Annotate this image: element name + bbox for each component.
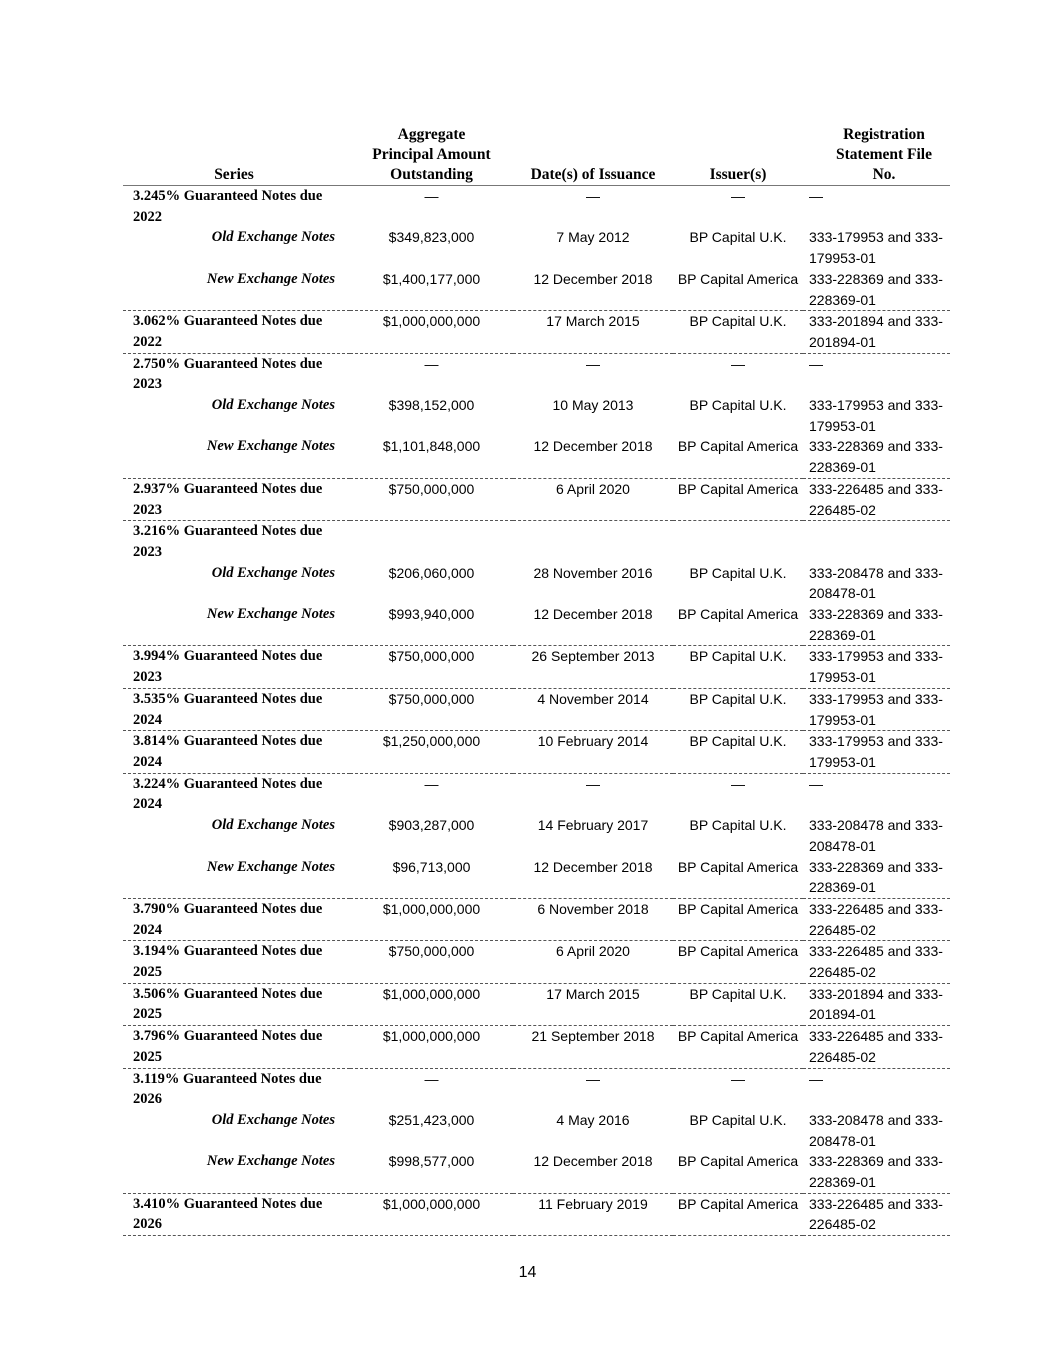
issuer-name: — [731, 188, 745, 204]
issuer-name: BP Capital U.K. [673, 311, 803, 353]
table-row [123, 604, 950, 646]
sub-series-label: New Exchange Notes [123, 269, 350, 311]
table-row [123, 1193, 950, 1235]
principal-amount: $1,250,000,000 [350, 731, 513, 773]
series-name: 3.119% Guaranteed Notes due 2026 [133, 1070, 322, 1108]
registration-file-no: 333-228369 and 333-228369-01 [803, 604, 950, 646]
registration-file-no: 333-179953 and 333-179953-01 [803, 688, 950, 730]
principal-amount: $750,000,000 [350, 646, 513, 688]
registration-file-no [803, 521, 950, 563]
principal-amount: $1,000,000,000 [350, 311, 513, 353]
header-amount: Aggregate Principal Amount Outstanding [350, 125, 513, 186]
issuance-date: 17 March 2015 [513, 311, 673, 353]
principal-amount: $998,577,000 [350, 1151, 513, 1193]
series-name: 3.224% Guaranteed Notes due 2024 [133, 775, 323, 813]
issuer-name: BP Capital U.K. [673, 731, 803, 773]
principal-amount: $206,060,000 [388, 564, 475, 581]
sub-series-label: New Exchange Notes [123, 436, 350, 478]
series-name: 3.245% Guaranteed Notes due 2022 [133, 188, 323, 225]
sub-series-label: Old Exchange Notes [211, 564, 335, 581]
issuance-date: 6 April 2020 [513, 941, 673, 983]
sub-series-label: Old Exchange Notes [211, 397, 335, 414]
registration-file-no: 333-201894 and 333-201894-01 [803, 983, 950, 1025]
registration-file-no: 333-226485 and 333-226485-02 [803, 1193, 950, 1235]
issuance-date: — [586, 188, 600, 204]
sub-series-label: Old Exchange Notes [211, 229, 335, 246]
table-row [123, 731, 950, 773]
principal-amount: $96,713,000 [350, 857, 513, 899]
issuer-name: BP Capital U.K. [689, 397, 787, 414]
registration-file-no: — [809, 188, 823, 204]
registration-file-no: 333-226485 and 333-226485-02 [803, 941, 950, 983]
principal-amount: $1,000,000,000 [350, 983, 513, 1025]
table-row [123, 983, 950, 1025]
principal-amount: $993,940,000 [350, 604, 513, 646]
issuer-name: — [731, 355, 745, 372]
table-row [123, 773, 950, 815]
registration-file-no: 333-179953 and 333-179953-01 [803, 646, 950, 688]
issuance-date: 14 February 2017 [537, 817, 649, 834]
registration-file-no: 333-201894 and 333-201894-01 [803, 311, 950, 353]
registration-file-no: 333-179953 and 333-179953-01 [809, 397, 943, 434]
table-row [123, 436, 950, 478]
registration-file-no: 333-226485 and 333-226485-02 [803, 898, 950, 940]
principal-amount: $398,152,000 [388, 397, 475, 414]
issuer-name: BP Capital U.K. [689, 817, 787, 834]
series-name: 3.410% Guaranteed Notes due 2026 [123, 1193, 350, 1235]
series-name: 3.535% Guaranteed Notes due 2024 [123, 688, 350, 730]
issuance-date: 6 April 2020 [513, 478, 673, 520]
issuer-name: BP Capital America [673, 857, 803, 899]
principal-amount: $750,000,000 [350, 688, 513, 730]
principal-amount: — [424, 355, 439, 372]
table-row [123, 311, 950, 353]
table-row [123, 395, 950, 436]
table-header-row [123, 125, 950, 186]
registration-file-no: 333-179953 and 333-179953-01 [803, 731, 950, 773]
registration-file-no: 333-208478 and 333-208478-01 [809, 1111, 943, 1149]
issuance-date: 4 May 2016 [556, 1111, 630, 1128]
registration-file-no: 333-208478 and 333-208478-01 [809, 564, 943, 602]
table-row [123, 353, 950, 395]
sub-series-label: New Exchange Notes [123, 1151, 350, 1193]
registration-file-no: 333-228369 and 333-228369-01 [803, 1151, 950, 1193]
header-series: Series [123, 125, 350, 186]
sub-series-label: Old Exchange Notes [211, 1111, 335, 1128]
header-issuer: Issuer(s) [673, 125, 803, 186]
issuer-name: BP Capital America [673, 604, 803, 646]
principal-amount: $750,000,000 [350, 478, 513, 520]
series-name: 2.937% Guaranteed Notes due 2023 [123, 478, 350, 520]
table-row [123, 1068, 950, 1110]
table-row [123, 521, 950, 563]
issuance-date: 26 September 2013 [513, 646, 673, 688]
issuance-date: — [586, 1070, 600, 1087]
issuer-name: — [731, 1070, 745, 1087]
table-row [123, 815, 950, 856]
registration-file-no: 333-228369 and 333-228369-01 [803, 269, 950, 311]
issuance-date: 12 December 2018 [513, 604, 673, 646]
registration-file-no: 333-228369 and 333-228369-01 [803, 436, 950, 478]
principal-amount: — [424, 188, 439, 204]
principal-amount: $1,101,848,000 [350, 436, 513, 478]
issuance-date: 6 November 2018 [513, 898, 673, 940]
series-name: 3.062% Guaranteed Notes due 2022 [123, 311, 350, 353]
issuance-date: — [586, 775, 600, 792]
issuance-date: 28 November 2016 [533, 564, 653, 581]
series-name: 3.216% Guaranteed Notes due 2023 [133, 523, 323, 560]
table-body [123, 186, 950, 1236]
series-name: 3.194% Guaranteed Notes due 2025 [123, 941, 350, 983]
issuer-name: BP Capital U.K. [689, 564, 787, 581]
principal-amount: $1,000,000,000 [350, 1026, 513, 1068]
series-name: 3.796% Guaranteed Notes due 2025 [123, 1026, 350, 1068]
principal-amount: $1,000,000,000 [350, 1193, 513, 1235]
issuance-date: 12 December 2018 [513, 1151, 673, 1193]
issuer-name: BP Capital America [673, 269, 803, 311]
issuance-date: 12 December 2018 [513, 436, 673, 478]
issuer-name: BP Capital America [673, 1193, 803, 1235]
issuer-name: BP Capital U.K. [689, 229, 787, 246]
issuance-date: — [586, 355, 600, 372]
issuer-name: BP Capital U.K. [689, 1111, 787, 1128]
table-row [123, 646, 950, 688]
issuance-date: 4 November 2014 [513, 688, 673, 730]
issuer-name: BP Capital America [673, 1151, 803, 1193]
sub-series-label: New Exchange Notes [123, 604, 350, 646]
header-registration: Registration Statement File No. [803, 125, 950, 186]
registration-file-no: 333-179953 and 333-179953-01 [809, 229, 943, 267]
registration-file-no: — [809, 775, 823, 792]
table-row [123, 269, 950, 311]
series-name: 3.506% Guaranteed Notes due 2025 [123, 983, 350, 1025]
issuance-date [513, 521, 673, 563]
registration-file-no: 333-208478 and 333-208478-01 [809, 817, 943, 854]
principal-amount: — [424, 775, 439, 792]
registration-file-no: — [809, 355, 823, 372]
sub-series-label: Old Exchange Notes [211, 817, 335, 834]
table-row [123, 1026, 950, 1068]
table-row [123, 857, 950, 899]
series-name: 3.814% Guaranteed Notes due 2024 [123, 731, 350, 773]
issuance-date: 12 December 2018 [513, 857, 673, 899]
issuance-date: 10 May 2013 [552, 397, 634, 414]
principal-amount: — [424, 1070, 439, 1087]
issuer-name: BP Capital U.K. [673, 646, 803, 688]
issuance-date: 7 May 2012 [556, 229, 630, 246]
principal-amount: $903,287,000 [388, 817, 475, 834]
table-row [123, 941, 950, 983]
issuer-name: BP Capital U.K. [673, 983, 803, 1025]
table-row [123, 478, 950, 520]
principal-amount: $1,400,177,000 [350, 269, 513, 311]
issuer-name: BP Capital America [673, 1026, 803, 1068]
principal-amount: $251,423,000 [388, 1111, 475, 1128]
issuer-name: BP Capital America [673, 941, 803, 983]
notes-table-container [123, 125, 950, 1236]
table-row [123, 1151, 950, 1193]
header-date: Date(s) of Issuance [513, 125, 673, 186]
registration-file-no: 333-226485 and 333-226485-02 [803, 478, 950, 520]
notes-table [123, 125, 950, 1236]
issuance-date: 17 March 2015 [513, 983, 673, 1025]
issuer-name: BP Capital America [673, 898, 803, 940]
series-name: 2.750% Guaranteed Notes due 2023 [133, 355, 323, 393]
series-name: 3.994% Guaranteed Notes due 2023 [123, 646, 350, 688]
issuer-name [673, 521, 803, 563]
registration-file-no: 333-226485 and 333-226485-02 [803, 1026, 950, 1068]
issuance-date: 10 February 2014 [513, 731, 673, 773]
issuer-name: BP Capital America [673, 436, 803, 478]
page-number: 14 [518, 1264, 537, 1281]
table-row [123, 688, 950, 730]
principal-amount: $750,000,000 [350, 941, 513, 983]
registration-file-no: 333-228369 and 333-228369-01 [803, 857, 950, 899]
issuer-name: BP Capital America [673, 478, 803, 520]
table-row [123, 898, 950, 940]
issuer-name: — [731, 775, 745, 792]
table-row [123, 227, 950, 268]
issuance-date: 21 September 2018 [513, 1026, 673, 1068]
principal-amount: $1,000,000,000 [350, 898, 513, 940]
issuance-date: 12 December 2018 [513, 269, 673, 311]
registration-file-no: — [809, 1070, 823, 1087]
issuer-name: BP Capital U.K. [673, 688, 803, 730]
table-row [123, 1110, 950, 1151]
principal-amount [350, 521, 513, 563]
table-row [123, 186, 950, 228]
table-row [123, 563, 950, 604]
series-name: 3.790% Guaranteed Notes due 2024 [123, 898, 350, 940]
principal-amount: $349,823,000 [388, 229, 475, 246]
issuance-date: 11 February 2019 [513, 1193, 673, 1235]
sub-series-label: New Exchange Notes [123, 857, 350, 899]
